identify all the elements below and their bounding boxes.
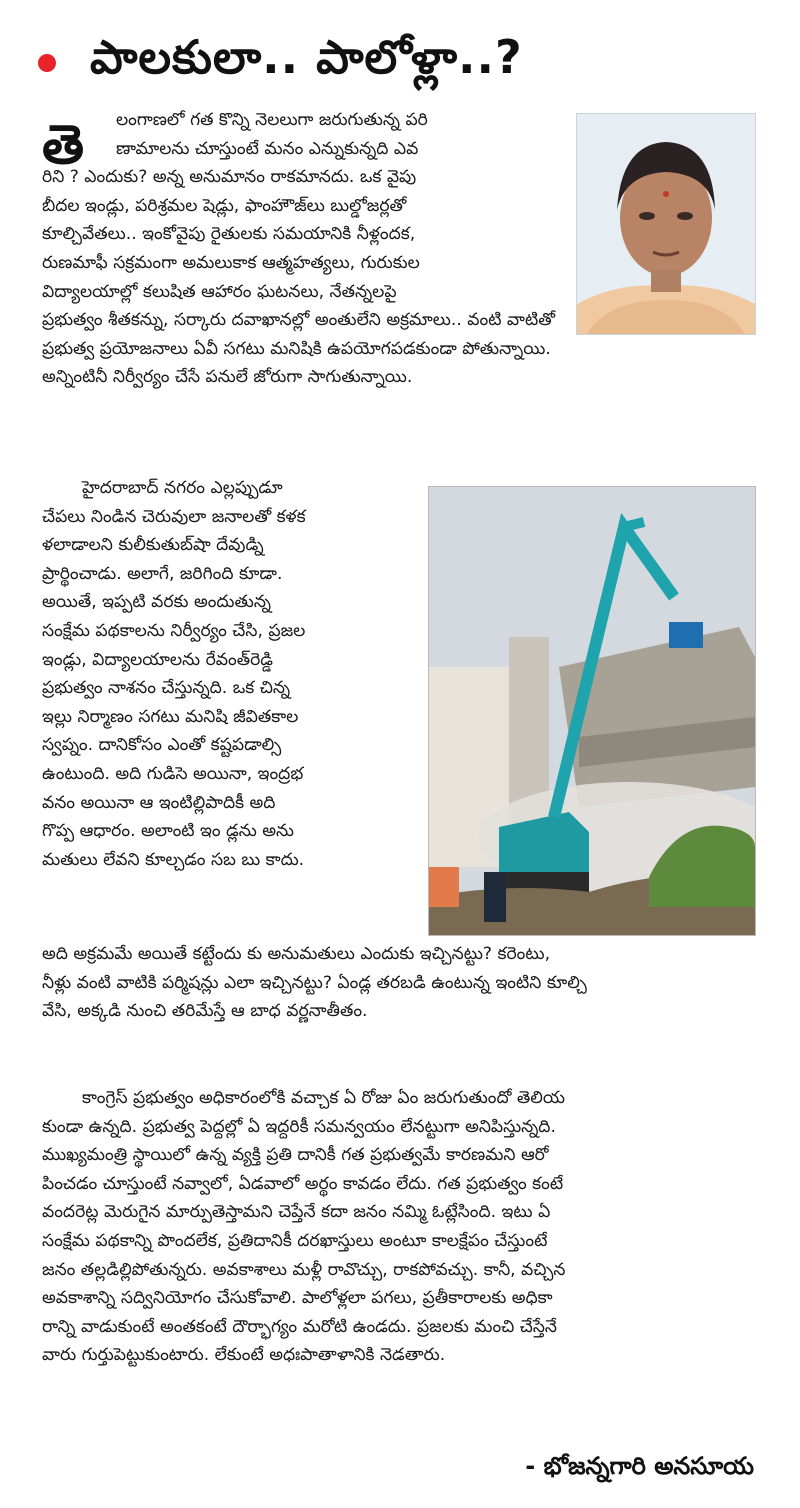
paragraph-3-line: సంక్షేమ పథకాన్ని పొందలేక, ప్రతిదానికీ దరఖాస్తులు అంటూ కాలక్షేపం చేస్తుంటే xyxy=(42,1230,548,1251)
paragraph-2-line: ఇండ్లు, విద్యాలయాలను రేవంత్‌రెడ్డి xyxy=(42,649,273,670)
paragraph-3 xyxy=(42,1084,754,1370)
paragraph-1-line: ప్రభుత్వ ప్రయోజనాలు ఏవీ సగటు మనిషికి ఉపయోగపడకుండా పోతున్నాయి. xyxy=(42,338,551,359)
author-signature: - భోజన్నగారి అనసూయ xyxy=(525,1452,754,1480)
paragraph-3-line: జనం తల్లడిల్లిపోతున్నరు. అవకాశాలు మళ్లీ రావొచ్చు, రాకపోవచ్చు. కానీ, వచ్చిన xyxy=(42,1259,566,1280)
paragraph-1 xyxy=(42,106,754,392)
paragraph-1-line: విద్యాలయాల్లో కలుషిత ఆహారం ఘటనలు, నేతన్నలపై xyxy=(42,281,397,302)
paragraph-2-line: చేపలు నిండిన చెరువులా జనాలతో కళక xyxy=(42,506,306,527)
paragraph-2-cont-line: వేసి, అక్కడి నుంచి తరిమేస్తే ఆ బాధ వర్ణనాతీతం. xyxy=(42,1001,368,1022)
paragraph-2-line: అయితే, ఇప్పటి వరకు అందుతున్న xyxy=(42,592,271,613)
excavator-demolition-icon xyxy=(429,487,755,935)
paragraph-2 xyxy=(42,474,408,874)
paragraph-3-line: కాంగ్రెస్ ప్రభుత్వం అధికారంలోకి వచ్చాక ఏ రోజు ఏం జరుగుతుందో తెలియ xyxy=(82,1088,566,1108)
paragraph-1-line: బీదల ఇండ్లు, పరిశ్రమల షెడ్లు, ఫాంహౌజ్‌లు బుల్డోజర్లతో xyxy=(42,195,407,216)
paragraph-3-line: కుండా ఉన్నది. ప్రభుత్వ పెద్దల్లో ఏ ఇద్దరికీ సమన్వయం లేనట్టుగా అనిపిస్తున్నది. xyxy=(42,1116,556,1137)
paragraph-1-line: అన్నింటినీ నిర్వీర్యం చేసే పనులే జోరుగా సాగుతున్నాయి. xyxy=(42,367,413,388)
demolition-photo xyxy=(428,486,756,936)
paragraph-3-line: పించడం చూస్తుంటే నవ్వాలో, ఏడవాలో అర్థం కావడం లేదు. గత ప్రభుత్వం కంటే xyxy=(42,1173,564,1194)
paragraph-2-cont-line: నీళ్లు వంటి వాటికి పర్మిషన్లు ఎలా ఇచ్చినట్టు? ఏండ్ల తరబడి ఉంటున్న ఇంటిని కూల్చి xyxy=(42,972,587,993)
paragraph-3-line: ముఖ్యమంత్రి స్థాయిలో ఉన్న వ్యక్తి ప్రతి దానికీ గత ప్రభుత్వమే కారణమని ఆరో xyxy=(42,1145,549,1166)
paragraph-2-line: ఉంటుంది. అది గుడిసె అయినా, ఇంద్రభ xyxy=(42,763,304,784)
paragraph-2-line: ప్రార్థించాడు. అలాగే, జరిగింది కూడా. xyxy=(42,563,283,584)
headline-text: పాలకులా.. పాలోళ్లా..? xyxy=(90,30,523,84)
paragraph-2-line: గొప్ప ఆధారం. అలాంటి ఇం డ్లను అను xyxy=(42,821,294,842)
headline xyxy=(38,26,758,100)
paragraph-1-line: రుణమాఫీ సక్రమంగా అమలుకాక ఆత్మహత్యలు, గురుకుల xyxy=(42,252,420,273)
paragraph-1-line: ణామాలను చూస్తుంటే మనం ఎన్నుకున్నది ఎవ xyxy=(116,138,419,159)
paragraph-2-line: వనం అయినా ఆ ఇంటిల్లిపాదికీ అది xyxy=(42,792,276,813)
paragraph-2-line: స్వప్నం. దానికోసం ఎంతో కష్టపడాల్సి xyxy=(42,735,282,756)
paragraph-2-line: మతులు లేవని కూల్చడం సబ బు కాదు. xyxy=(42,849,305,870)
paragraph-1-line: లంగాణలో గత కొన్ని నెలలుగా జరుగుతున్న పరి xyxy=(116,110,428,130)
paragraph-2-line: హైదరాబాద్ నగరం ఎల్లప్పుడూ xyxy=(82,478,283,498)
paragraph-3-line: అవకాశాన్ని సద్వినియోగం చేసుకోవాలి. పాలోళ్లలా పగలు, ప్రతీకారాలకు అధికా xyxy=(42,1288,553,1309)
paragraph-2-line: ఇల్లు నిర్మాణం సగటు మనిషి జీవితకాల xyxy=(42,706,299,727)
paragraph-3-line: వందరెట్ల మెరుగైన మార్పుతెస్తామని చెప్తేనే కదా జనం నమ్మి ఓట్లేసింది. ఇటు ఏ xyxy=(42,1202,551,1223)
paragraph-3-line: వారు గుర్తుపెట్టుకుంటారు. లేకుంటే అధఃపాతాళానికి నెడతారు. xyxy=(42,1345,446,1366)
paragraph-2-continued xyxy=(42,940,754,1026)
paragraph-2-cont-line: అది అక్రమమే అయితే కట్టేందు కు అనుమతులు ఎందుకు ఇచ్చినట్టు? కరెంటు, xyxy=(42,944,551,964)
paragraph-1-line: రిని ? ఎందుకు? అన్న అనుమానం రాకమానదు. ఒక వైపు xyxy=(42,167,417,188)
drop-cap: తె xyxy=(42,113,85,176)
paragraph-3-line: రాన్ని వాడుకుంటే అంతకంటే దౌర్భాగ్యం మరోటి ఉండదు. ప్రజలకు మంచి చేస్తేనే xyxy=(42,1316,557,1337)
red-bullet-icon xyxy=(38,54,56,72)
paragraph-1-line: కూల్చివేతలు.. ఇంకోవైపు రైతులకు సమయానికి నీళ్లందక, xyxy=(42,224,416,245)
paragraph-2-line: ప్రభుత్వం నాశనం చేస్తున్నది. ఒక చిన్న xyxy=(42,678,291,699)
paragraph-2-line: ళలాడాలని కులీకుతుబ్‌షా దేవుడ్ని xyxy=(42,535,264,556)
paragraph-1-line: ప్రభుత్వం శీతకన్ను, సర్కారు దవాఖానల్లో అంతులేని అక్రమాలు.. వంటి వాటితో xyxy=(42,310,555,331)
paragraph-2-line: సంక్షేమ పథకాలను నిర్వీర్యం చేసి, ప్రజల xyxy=(42,620,306,641)
